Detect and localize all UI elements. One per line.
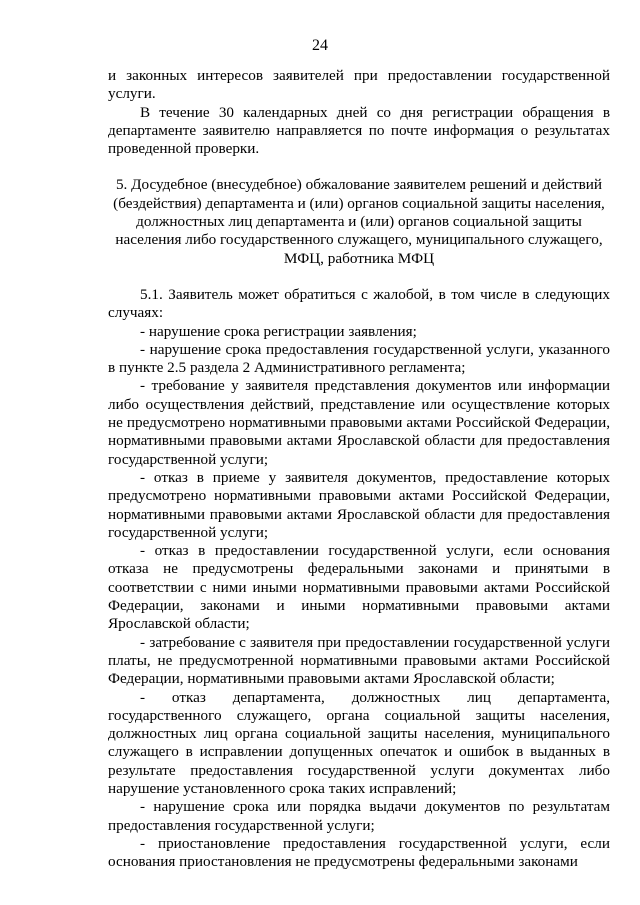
list-item: - отказ в предоставлении государственной услуги, если основания отказа не предусмотрены федеральными законами и принятыми в соответствии с ними иными нормативными правовыми актами Российской Федерации, законами и иными нормативными правовыми актами Ярославской области; xyxy=(108,542,610,633)
section-heading: 5. Досудебное (внесудебное) обжалование заявителем решений и действий (бездействия) департамента и (или) органов социальной защиты населения, должностных лиц департамента и (или) органов социальной защиты населения либо государственного служащего, муниципального служащего, МФЦ, работника МФЦ xyxy=(113,176,605,267)
list-item: - отказ в приеме у заявителя документов, предоставление которых предусмотрено нормативными правовыми актами Российской Федерации, нормативными правовыми актами Ярославской области для предоставления государственной услуги; xyxy=(108,468,610,541)
list-item: - нарушение срока регистрации заявления; xyxy=(140,322,417,340)
paragraph: В течение 30 календарных дней со дня регистрации обращения в департаменте заявителю направляется по почте информация о результатах проведенной проверки. xyxy=(108,103,610,158)
list-item: - приостановление предоставления государственной услуги, если основания приостановления не предусмотрены федеральными законами xyxy=(108,834,610,871)
page-number: 24 xyxy=(312,37,328,54)
list-item: - нарушение срока предоставления государственной услуги, указанного в пункте 2.5 раздела 2 Административного регламента; xyxy=(108,340,610,377)
list-item: - требование у заявителя представления документов или информации либо осуществления действий, представление или осуществление которых не предусмотрено нормативными правовыми актами Российской Федерации, нормативными правовыми актами Ярославской области для предоставления государственной услуги; xyxy=(108,377,610,468)
list-item: - затребование с заявителя при предоставлении государственной услуги платы, не предусмотренной нормативными правовыми актами Российской Федерации, нормативными правовыми актами Ярославской области; xyxy=(108,633,610,688)
list-item: - нарушение срока или порядка выдачи документов по результатам предоставления государственной услуги; xyxy=(108,798,610,834)
paragraph: и законных интересов заявителей при предоставлении государственной услуги. xyxy=(108,67,610,103)
paragraph: 5.1. Заявитель может обратиться с жалобой, в том числе в следующих случаях: xyxy=(108,285,610,322)
document-body xyxy=(108,67,610,871)
list-item: - отказ департамента, должностных лиц департамента, государственного служащего, органа социальной защиты населения, должностных лиц органа социальной защиты населения, муниципального служащего в исправлении допущенных опечаток и ошибок в выданных в результате предоставления государственной услуги документах либо нарушение установленного срока таких исправлений; xyxy=(108,688,610,797)
